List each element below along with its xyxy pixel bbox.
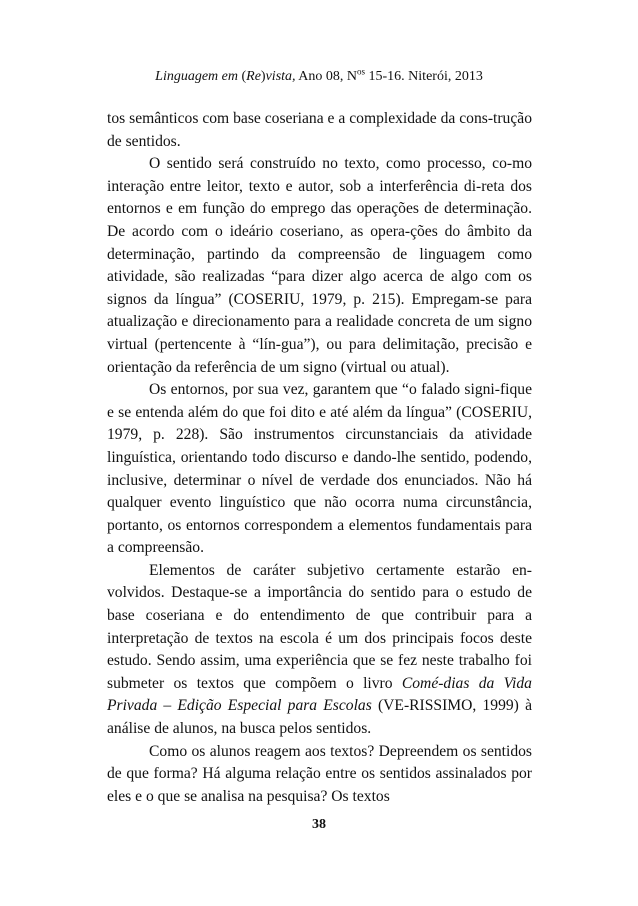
- issue-location-year: 15-16. Niterói, 2013: [365, 69, 483, 84]
- paragraph-5: Como os alunos reagem aos textos? Depreendem os sentidos de que forma? Há alguma relação entre os sentidos assinalados por eles e o que se analisa na pesquisa? Os textos: [107, 742, 532, 805]
- paragraph-3: Os entornos, por sua vez, garantem que “o falado signi-fique e se entenda além do que foi dito e até além da língua” (COSERIU, 1979, p. 228). São instrumentos circunstanciais da atividade linguística, orientando todo discurso e dando-lhe sentido, podendo, inclusive, determinar o nível de verdade dos enunciados. Não há qualquer evento linguístico que não ocorra numa circunstância, portanto, os entornos correspondem a elementos fundamentais para a compreensão.: [107, 381, 532, 557]
- journal-title: Linguagem em: [155, 69, 238, 84]
- paragraph-4-text-start: Elementos de caráter subjetivo certamente estarão en-volvidos. Destaque-se a importância do sentido para o estudo de base coseriana e do entendimento de que contribuir para a interpretação de textos na escola é um dos principais focos deste estudo. Sendo assim, uma experiência que se fez neste trabalho foi submeter os textos que compõem o livro: [107, 561, 532, 692]
- paragraph-4-text-end: (VE-RISSIMO, 1999) à análise de alunos, na busca pelos sentidos.: [107, 697, 532, 738]
- running-header: [0, 68, 638, 86]
- revista-close-paren: ): [260, 69, 266, 84]
- body-text: [107, 108, 532, 808]
- revista-open-paren: (: [237, 69, 247, 84]
- book-title: Comé-dias da Vida Privada – Edição Especial para Escolas: [107, 674, 532, 715]
- revista-vista: vista,: [265, 69, 296, 84]
- page-number: 38: [312, 817, 326, 832]
- issue-details: Ano 08, N: [295, 69, 357, 84]
- paragraph-4: [107, 560, 532, 741]
- paragraph-2: O sentido será construído no texto, como processo, co-mo interação entre leitor, texto e autor, sob a interferência di-reta dos entornos e em função do emprego das operações de determinação. De acordo com o ideário coseriano, as opera-ções do âmbito da determinação, partindo da compreensão de linguagem como atividade, são realizadas “para dizer algo acerca de algo com os signos da língua” (COSERIU, 1979, p. 215). Empregam-se para atualização e direcionamento para a realidade concreta de um signo virtual (pertencente à “lín-gua”), ou para delimitação, precisão e orientação da referência de um signo (virtual ou atual).: [107, 155, 532, 376]
- issue-number-superscript: os: [357, 66, 366, 77]
- revista-re: Re: [246, 69, 261, 84]
- paragraph-1: tos semânticos com base coseriana e a complexidade da cons-trução de sentidos.: [107, 110, 532, 150]
